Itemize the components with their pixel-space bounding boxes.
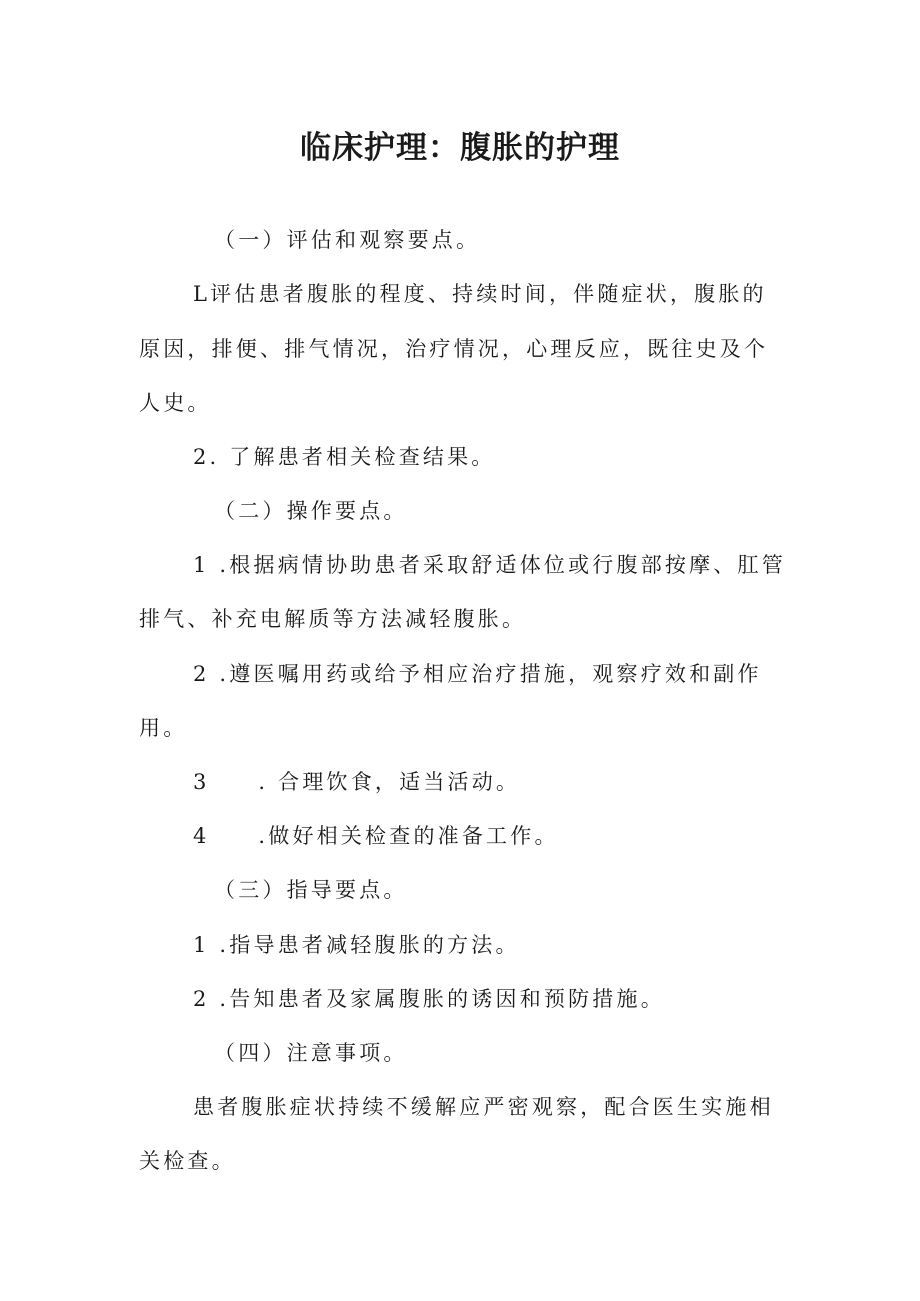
paragraph-assessment-line-1: L评估患者腹胀的程度、持续时间，伴随症状，腹胀的	[193, 282, 767, 306]
paragraph-notes-line-2: 关检查。	[139, 1149, 236, 1173]
paragraph-notes-line-1: 患者腹胀症状持续不缓解应严密观察，配合医生实施相	[193, 1095, 774, 1119]
list-text: .做好相关检查的准备工作。	[258, 824, 559, 848]
section-heading-operation: （二）操作要点。	[214, 499, 408, 523]
paragraph-operation-2-line-2: 用。	[139, 716, 188, 740]
paragraph-operation-4	[193, 816, 559, 856]
section-heading-assessment: （一）评估和观察要点。	[214, 228, 481, 252]
list-number: 3	[193, 770, 207, 794]
paragraph-guidance-1: 1 .指导患者减轻腹胀的方法。	[193, 933, 520, 957]
paragraph-assessment-line-2: 原因，排便、排气情况，治疗情况，心理反应，既往史及个	[139, 337, 769, 361]
list-number: 4	[193, 824, 207, 848]
paragraph-operation-3	[193, 762, 520, 802]
section-heading-guidance: （三）指导要点。	[214, 878, 408, 902]
list-text: . 合理饮食，适当活动。	[258, 770, 521, 794]
paragraph-exam-results: 2. 了解患者相关检查结果。	[193, 445, 496, 469]
paragraph-operation-1-line-1: 1 .根据病情协助患者采取舒适体位或行腹部按摩、肛管	[193, 553, 786, 577]
paragraph-guidance-2: 2 .告知患者及家属腹胀的诱因和预防措施。	[193, 987, 665, 1011]
paragraph-operation-1-line-2: 排气、补充电解质等方法减轻腹胀。	[139, 607, 527, 631]
paragraph-assessment-line-3: 人史。	[139, 391, 212, 415]
section-heading-notes: （四）注意事项。	[214, 1041, 408, 1065]
paragraph-operation-2-line-1: 2 .遵医嘱用药或给予相应治疗措施，观察疗效和副作	[193, 662, 762, 686]
document-title: 临床护理：腹胀的护理	[300, 130, 620, 166]
